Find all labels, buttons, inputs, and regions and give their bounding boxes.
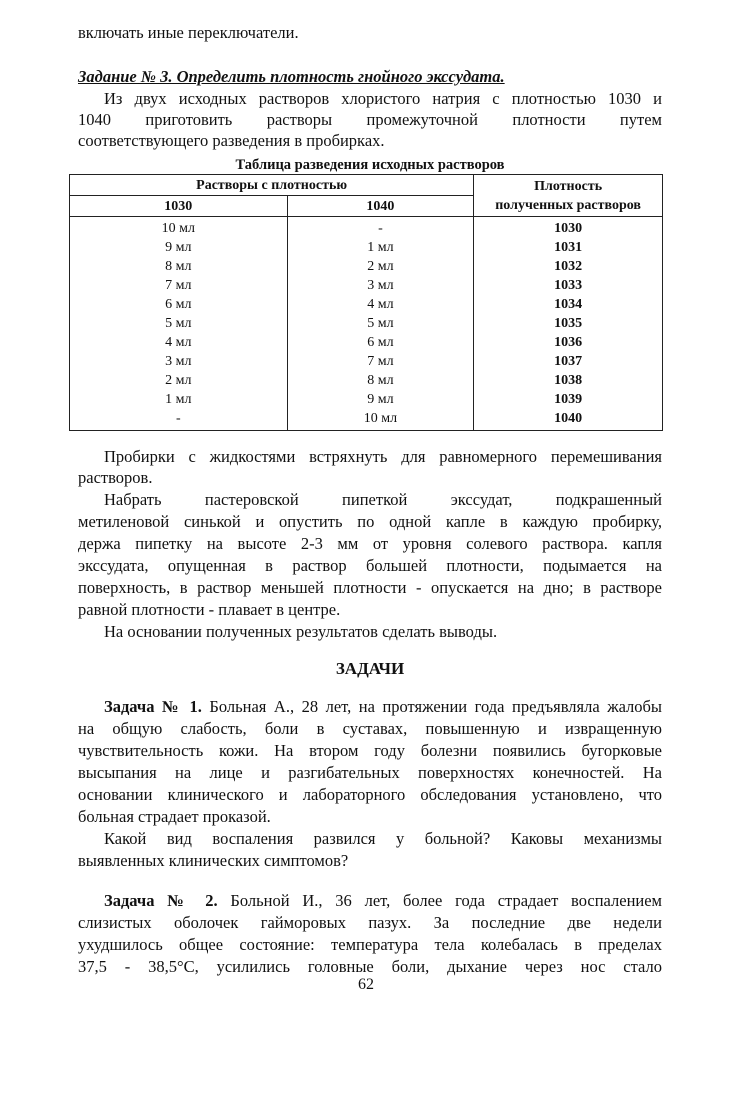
after-table-line-1: Пробирки с жидкостями встряхнуть для равномерного перемешивания — [104, 447, 662, 466]
problem1-line-6: больная страдает проказой. — [78, 807, 271, 826]
problem2-line-2: слизистых оболочек гайморовых пазух. За последние две недели — [78, 913, 662, 932]
table-row — [70, 276, 663, 295]
table-row — [70, 257, 663, 276]
table-row — [70, 238, 663, 257]
problem1-line-1 — [104, 696, 662, 717]
cell-1030: 8 мл — [70, 257, 288, 276]
cell-1040: 5 мл — [287, 314, 474, 333]
problem1-question-line-1: Какой вид воспаления развился у больной? Каковы механизмы — [104, 829, 662, 848]
task3-intro-line-2: 1040 приготовить растворы промежуточной плотности путем — [78, 110, 662, 129]
after-table-line-2: растворов. — [78, 468, 153, 487]
cell-1030: 7 мл — [70, 276, 288, 295]
problem2-line-4: 37,5 - 38,5°С, усилились головные боли, дыхание через нос стало — [78, 957, 662, 976]
after-table-line-8: равной плотности - плавает в центре. — [78, 600, 341, 619]
table-caption: Таблица разведения исходных растворов — [235, 157, 505, 173]
density-header-line-2: полученных растворов — [495, 197, 641, 213]
after-table-line-3: Набрать пастеровской пипеткой экссудат, подкрашенный — [104, 490, 662, 509]
problem2-label: Задача № 2. — [104, 891, 218, 910]
problem2-line-1 — [104, 890, 662, 911]
problem1-line-2: на общую слабость, боли в суставах, повышенную и извращенную — [78, 719, 662, 738]
after-table-line-7: поверхность, в раствор меньшей плотности - опускается на дно; в растворе — [78, 578, 662, 597]
cell-1040: 6 мл — [287, 333, 474, 352]
table-row — [70, 390, 663, 409]
cell-1030: - — [70, 409, 288, 431]
problem1-line-4: высыпания на лице и разгибательных поверхностях конечностей. На — [78, 763, 662, 782]
table-row — [70, 371, 663, 390]
cell-1040: 9 мл — [287, 390, 474, 409]
cell-density: 1036 — [474, 333, 663, 352]
cell-1030: 9 мл — [70, 238, 288, 257]
cell-density: 1035 — [474, 314, 663, 333]
density-header-line-1: Плотность — [534, 178, 603, 194]
top-fragment: включать иные переключатели. — [78, 23, 299, 42]
problem1-label: Задача № 1. — [104, 697, 202, 716]
cell-1040: 10 мл — [287, 409, 474, 431]
task3-intro-line-1: Из двух исходных растворов хлористого натрия с плотностью 1030 и — [104, 89, 662, 108]
cell-1040: - — [287, 217, 474, 239]
cell-density: 1040 — [474, 409, 663, 431]
density-header — [474, 175, 663, 217]
group-header: Растворы с плотностью — [70, 175, 474, 196]
section-heading: ЗАДАЧИ — [335, 659, 405, 678]
cell-density: 1038 — [474, 371, 663, 390]
task3-intro-line-3: соответствующего разведения в пробирках. — [78, 131, 385, 150]
problem1-line-5: основании клинического и лабораторного обследования установлено, что — [78, 785, 662, 804]
cell-density: 1031 — [474, 238, 663, 257]
page-number: 62 — [358, 976, 374, 993]
task3-title: Задание № 3. Определить плотность гнойного экссудата. — [78, 67, 505, 86]
problem1-first-line: Больная А., 28 лет, на протяжении года предъявляла жалобы — [209, 697, 663, 716]
cell-density: 1039 — [474, 390, 663, 409]
after-table-line-9: На основании полученных результатов сделать выводы. — [104, 622, 498, 641]
col-1030-header: 1030 — [70, 196, 288, 217]
cell-1040: 8 мл — [287, 371, 474, 390]
cell-density: 1033 — [474, 276, 663, 295]
cell-1040: 7 мл — [287, 352, 474, 371]
cell-density: 1032 — [474, 257, 663, 276]
cell-density: 1030 — [474, 217, 663, 239]
problem1-line-3: чувствительность кожи. На втором году болезни появились бугорковые — [78, 741, 662, 760]
cell-1040: 2 мл — [287, 257, 474, 276]
problem1-question-line-2: выявленных клинических симптомов? — [78, 851, 349, 870]
dilution-table — [69, 174, 663, 431]
cell-density: 1034 — [474, 295, 663, 314]
cell-1030: 1 мл — [70, 390, 288, 409]
problem2-line-3: ухудшилось общее состояние: температура тела колебалась в пределах — [78, 935, 662, 954]
table-row — [70, 217, 663, 239]
cell-1030: 4 мл — [70, 333, 288, 352]
after-table-line-4: метиленовой синькой и опустить по одной капле в каждую пробирку, — [78, 512, 662, 531]
cell-1030: 3 мл — [70, 352, 288, 371]
table-row — [70, 352, 663, 371]
table-row — [70, 409, 663, 431]
after-table-line-6: экссудата, опущенная в раствор большей плотности, подымается на — [78, 556, 662, 575]
problem2-first-line: Больной И., 36 лет, более года страдает воспалением — [230, 891, 663, 910]
cell-1040: 3 мл — [287, 276, 474, 295]
cell-density: 1037 — [474, 352, 663, 371]
cell-1030: 10 мл — [70, 217, 288, 239]
table-row — [70, 333, 663, 352]
cell-1040: 4 мл — [287, 295, 474, 314]
cell-1040: 1 мл — [287, 238, 474, 257]
table-row — [70, 314, 663, 333]
table-row — [70, 295, 663, 314]
after-table-line-5: держа пипетку на высоте 2-3 мм от уровня солевого раствора. капля — [78, 534, 662, 553]
col-1040-header: 1040 — [287, 196, 474, 217]
cell-1030: 5 мл — [70, 314, 288, 333]
cell-1030: 6 мл — [70, 295, 288, 314]
cell-1030: 2 мл — [70, 371, 288, 390]
